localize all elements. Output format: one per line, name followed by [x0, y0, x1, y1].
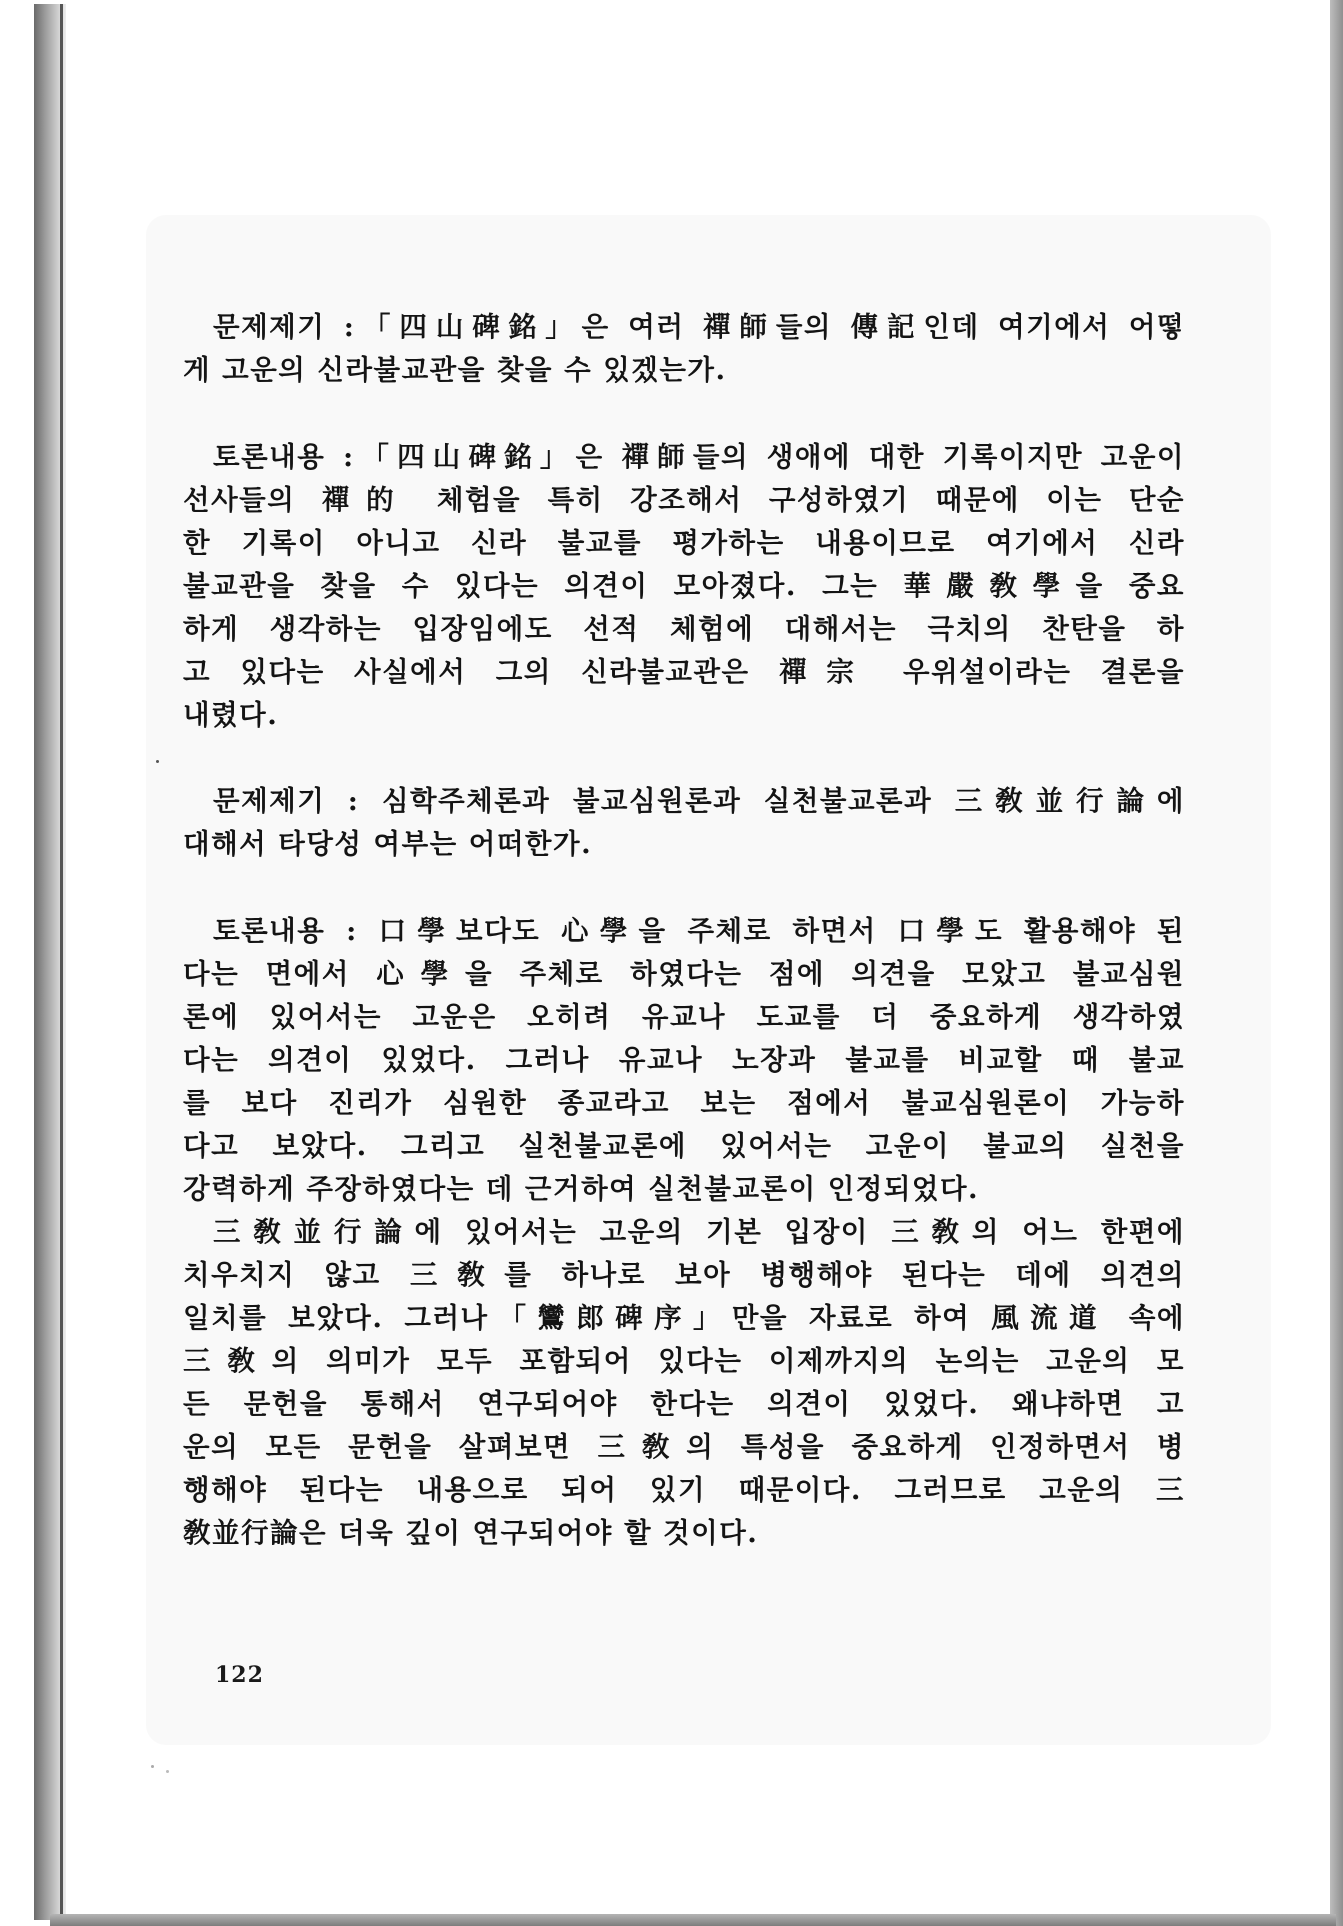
paragraph-discussion-2 [183, 910, 1185, 1211]
text-line: 다고 보았다. 그리고 실천불교론에 있어서는 고운이 불교의 실천을 [183, 1130, 1185, 1162]
text-line: 내렸다. [183, 699, 279, 731]
text-line: 강력하게 주장하였다는 데 근거하여 실천불교론이 인정되었다. [183, 1173, 980, 1205]
scan-speck [156, 760, 159, 763]
text-line: 게 고운의 신라불교관을 찾을 수 있겠는가. [183, 354, 727, 386]
text-line: 운의 모든 문헌을 살펴보면 三敎의 특성을 중요하게 인정하면서 병 [183, 1431, 1185, 1463]
text-line: 선사들의 禪的 체험을 특히 강조해서 구성하였기 때문에 이는 단순 [183, 484, 1185, 516]
text-line: 고 있다는 사실에서 그의 신라불교관은 禪宗 우위설이라는 결론을 [183, 656, 1185, 688]
page-spine-line [60, 4, 63, 1920]
text-line: 토론내용 : 口學보다도 心學을 주체로 하면서 口學도 활용해야 된 [213, 915, 1185, 947]
text-line: 敎並行論은 더욱 깊이 연구되어야 할 것이다. [183, 1517, 759, 1549]
text-line: 문제제기 : 심학주체론과 불교심원론과 실천불교론과 三敎並行論에 [213, 785, 1185, 817]
text-line: 행해야 된다는 내용으로 되어 있기 때문이다. 그러므로 고운의 三 [183, 1474, 1185, 1506]
paragraph-question-1 [183, 306, 1185, 392]
text-line: 문제제기 :「四山碑銘」은 여러 禪師들의 傳記인데 여기에서 어떻 [213, 311, 1185, 343]
text-line: 대해서 타당성 여부는 어떠한가. [183, 828, 593, 860]
text-line: 를 보다 진리가 심원한 종교라고 보는 점에서 불교심원론이 가능하 [183, 1087, 1185, 1119]
text-line: 三敎의 의미가 모두 포함되어 있다는 이제까지의 논의는 고운의 모 [183, 1345, 1185, 1377]
paragraph-question-2 [183, 780, 1185, 866]
text-line: 치우치지 않고 三敎를 하나로 보아 병행해야 된다는 데에 의견의 [183, 1259, 1185, 1291]
scan-speck [151, 1765, 154, 1768]
text-line: 다는 의견이 있었다. 그러나 유교나 노장과 불교를 비교할 때 불교 [183, 1044, 1185, 1076]
text-line: 한 기록이 아니고 신라 불교를 평가하는 내용이므로 여기에서 신라 [183, 527, 1185, 559]
text-line: 三敎並行論에 있어서는 고운의 기본 입장이 三敎의 어느 한편에 [213, 1216, 1185, 1248]
text-line: 일치를 보았다. 그러나「鸞郎碑序」만을 자료로 하여 風流道 속에 [183, 1302, 1185, 1334]
text-line: 든 문헌을 통해서 연구되어야 한다는 의견이 있었다. 왜냐하면 고 [183, 1388, 1185, 1420]
page-stack-bottom-edge [50, 1914, 1336, 1926]
paragraph-discussion-1 [183, 436, 1185, 737]
page-stack-right-edge [1330, 0, 1343, 1926]
page-number: 122 [215, 1662, 264, 1688]
text-line: 불교관을 찾을 수 있다는 의견이 모아졌다. 그는 華嚴敎學을 중요 [183, 570, 1185, 602]
paragraph-discussion-3 [183, 1211, 1185, 1555]
text-line: 다는 면에서 心學을 주체로 하였다는 점에 의견을 모았고 불교심원 [183, 958, 1185, 990]
text-line: 하게 생각하는 입장임에도 선적 체험에 대해서는 극치의 찬탄을 하 [183, 613, 1185, 645]
scan-speck [166, 1770, 169, 1773]
text-line: 토론내용 :「四山碑銘」은 禪師들의 생애에 대한 기록이지만 고운이 [213, 441, 1185, 473]
text-line: 론에 있어서는 고운은 오히려 유교나 도교를 더 중요하게 생각하였 [183, 1001, 1185, 1033]
